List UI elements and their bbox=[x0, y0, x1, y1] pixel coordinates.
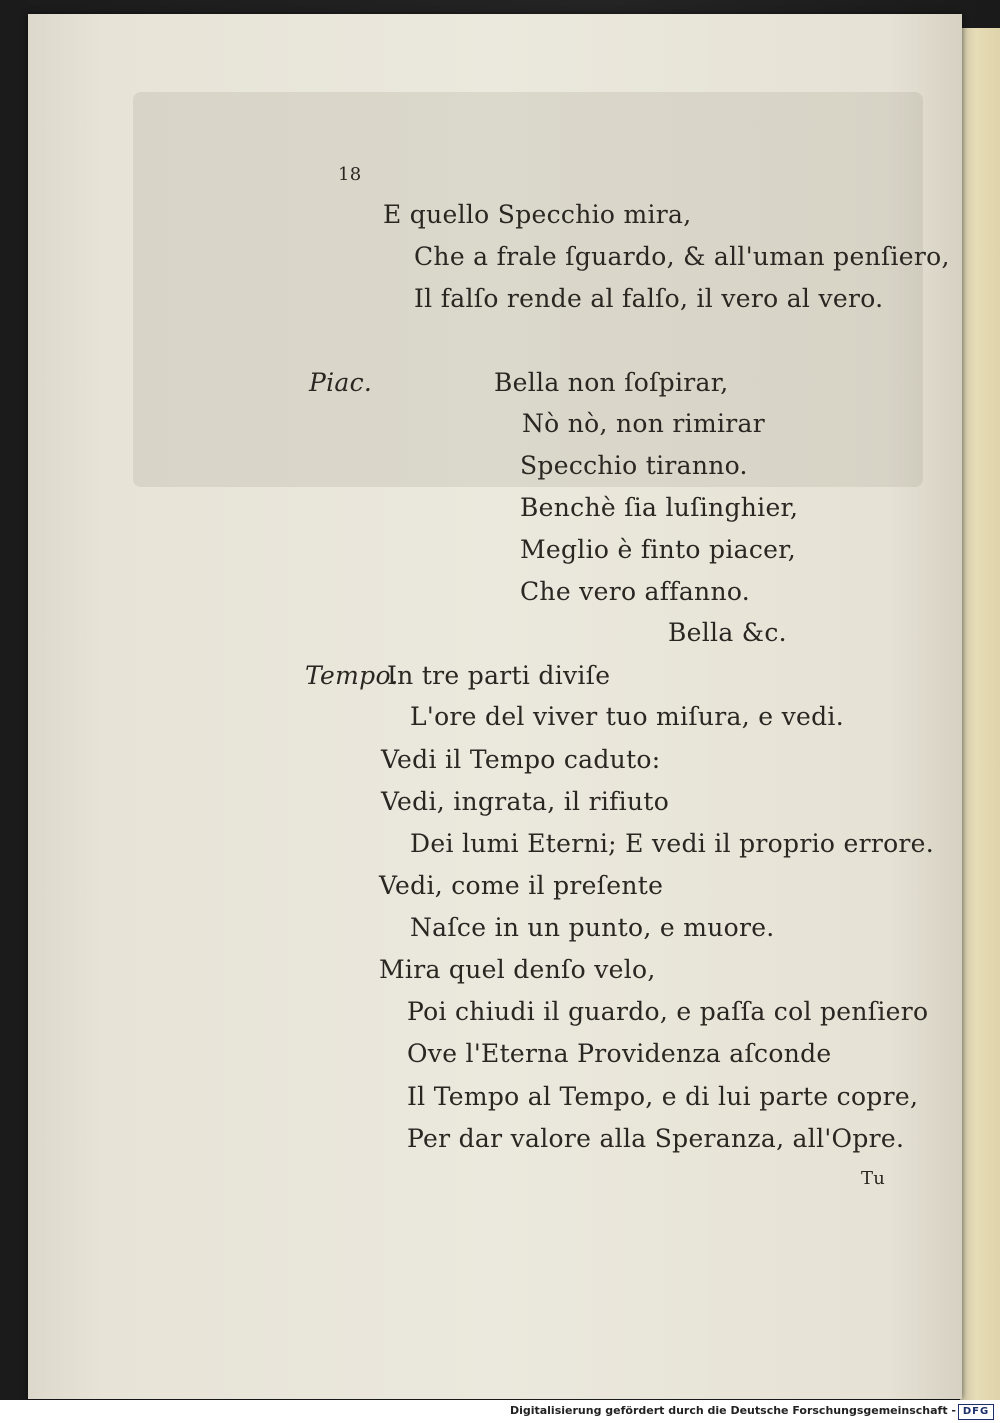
verse-line: Vedi, come il preſente bbox=[379, 871, 664, 900]
footer-bar bbox=[0, 1400, 1000, 1423]
verse-line: Bella &c. bbox=[668, 618, 787, 647]
verse-line: Mira quel denſo velo, bbox=[379, 955, 656, 984]
verse-line: Benchè ſia luſinghier, bbox=[520, 493, 799, 522]
verse-line: Il Tempo al Tempo, e di lui parte copre, bbox=[407, 1082, 919, 1111]
page-number: 18 bbox=[338, 164, 362, 185]
speaker-label: Piac. bbox=[309, 368, 373, 397]
verse-line: Nò nò, non rimirar bbox=[522, 409, 765, 438]
verse-line: Il falſo rende al falſo, il vero al vero. bbox=[414, 284, 884, 313]
verse-line: Naſce in un punto, e muore. bbox=[410, 913, 775, 942]
verse-line: Dei lumi Eterni; E vedi il proprio errore. bbox=[410, 829, 935, 858]
verse-line: Poi chiudi il guardo, e paſſa col penſiero bbox=[407, 997, 929, 1026]
dfg-logo: DFG bbox=[958, 1404, 994, 1420]
facing-page-edge bbox=[960, 28, 1000, 1400]
verse-line: Meglio è finto piacer, bbox=[520, 535, 796, 564]
verse-line: Vedi, ingrata, il rifiuto bbox=[381, 787, 670, 816]
verse-line: Bella non ſoſpirar, bbox=[494, 368, 729, 397]
verse-line: Specchio tiranno. bbox=[520, 451, 748, 480]
verse-line: L'ore del viver tuo miſura, e vedi. bbox=[410, 702, 844, 731]
verse-line: E quello Specchio mira, bbox=[383, 200, 692, 229]
verse-line: Che vero affanno. bbox=[520, 577, 751, 606]
verse-line: Vedi il Tempo caduto: bbox=[381, 745, 661, 774]
verse-line: Ove l'Eterna Providenza aſconde bbox=[407, 1039, 832, 1068]
verse-line: Che a frale ſguardo, & all'uman penſiero, bbox=[414, 242, 950, 271]
verse-line: In tre parti diviſe bbox=[387, 661, 611, 690]
speaker-label: Tempo. bbox=[305, 661, 399, 690]
footer-credit: Digitalisierung gefördert durch die Deutsche Forschungsgemeinschaft - bbox=[509, 1404, 956, 1417]
verse-line: Per dar valore alla Speranza, all'Opre. bbox=[407, 1124, 905, 1153]
catchword: Tu bbox=[861, 1168, 886, 1189]
